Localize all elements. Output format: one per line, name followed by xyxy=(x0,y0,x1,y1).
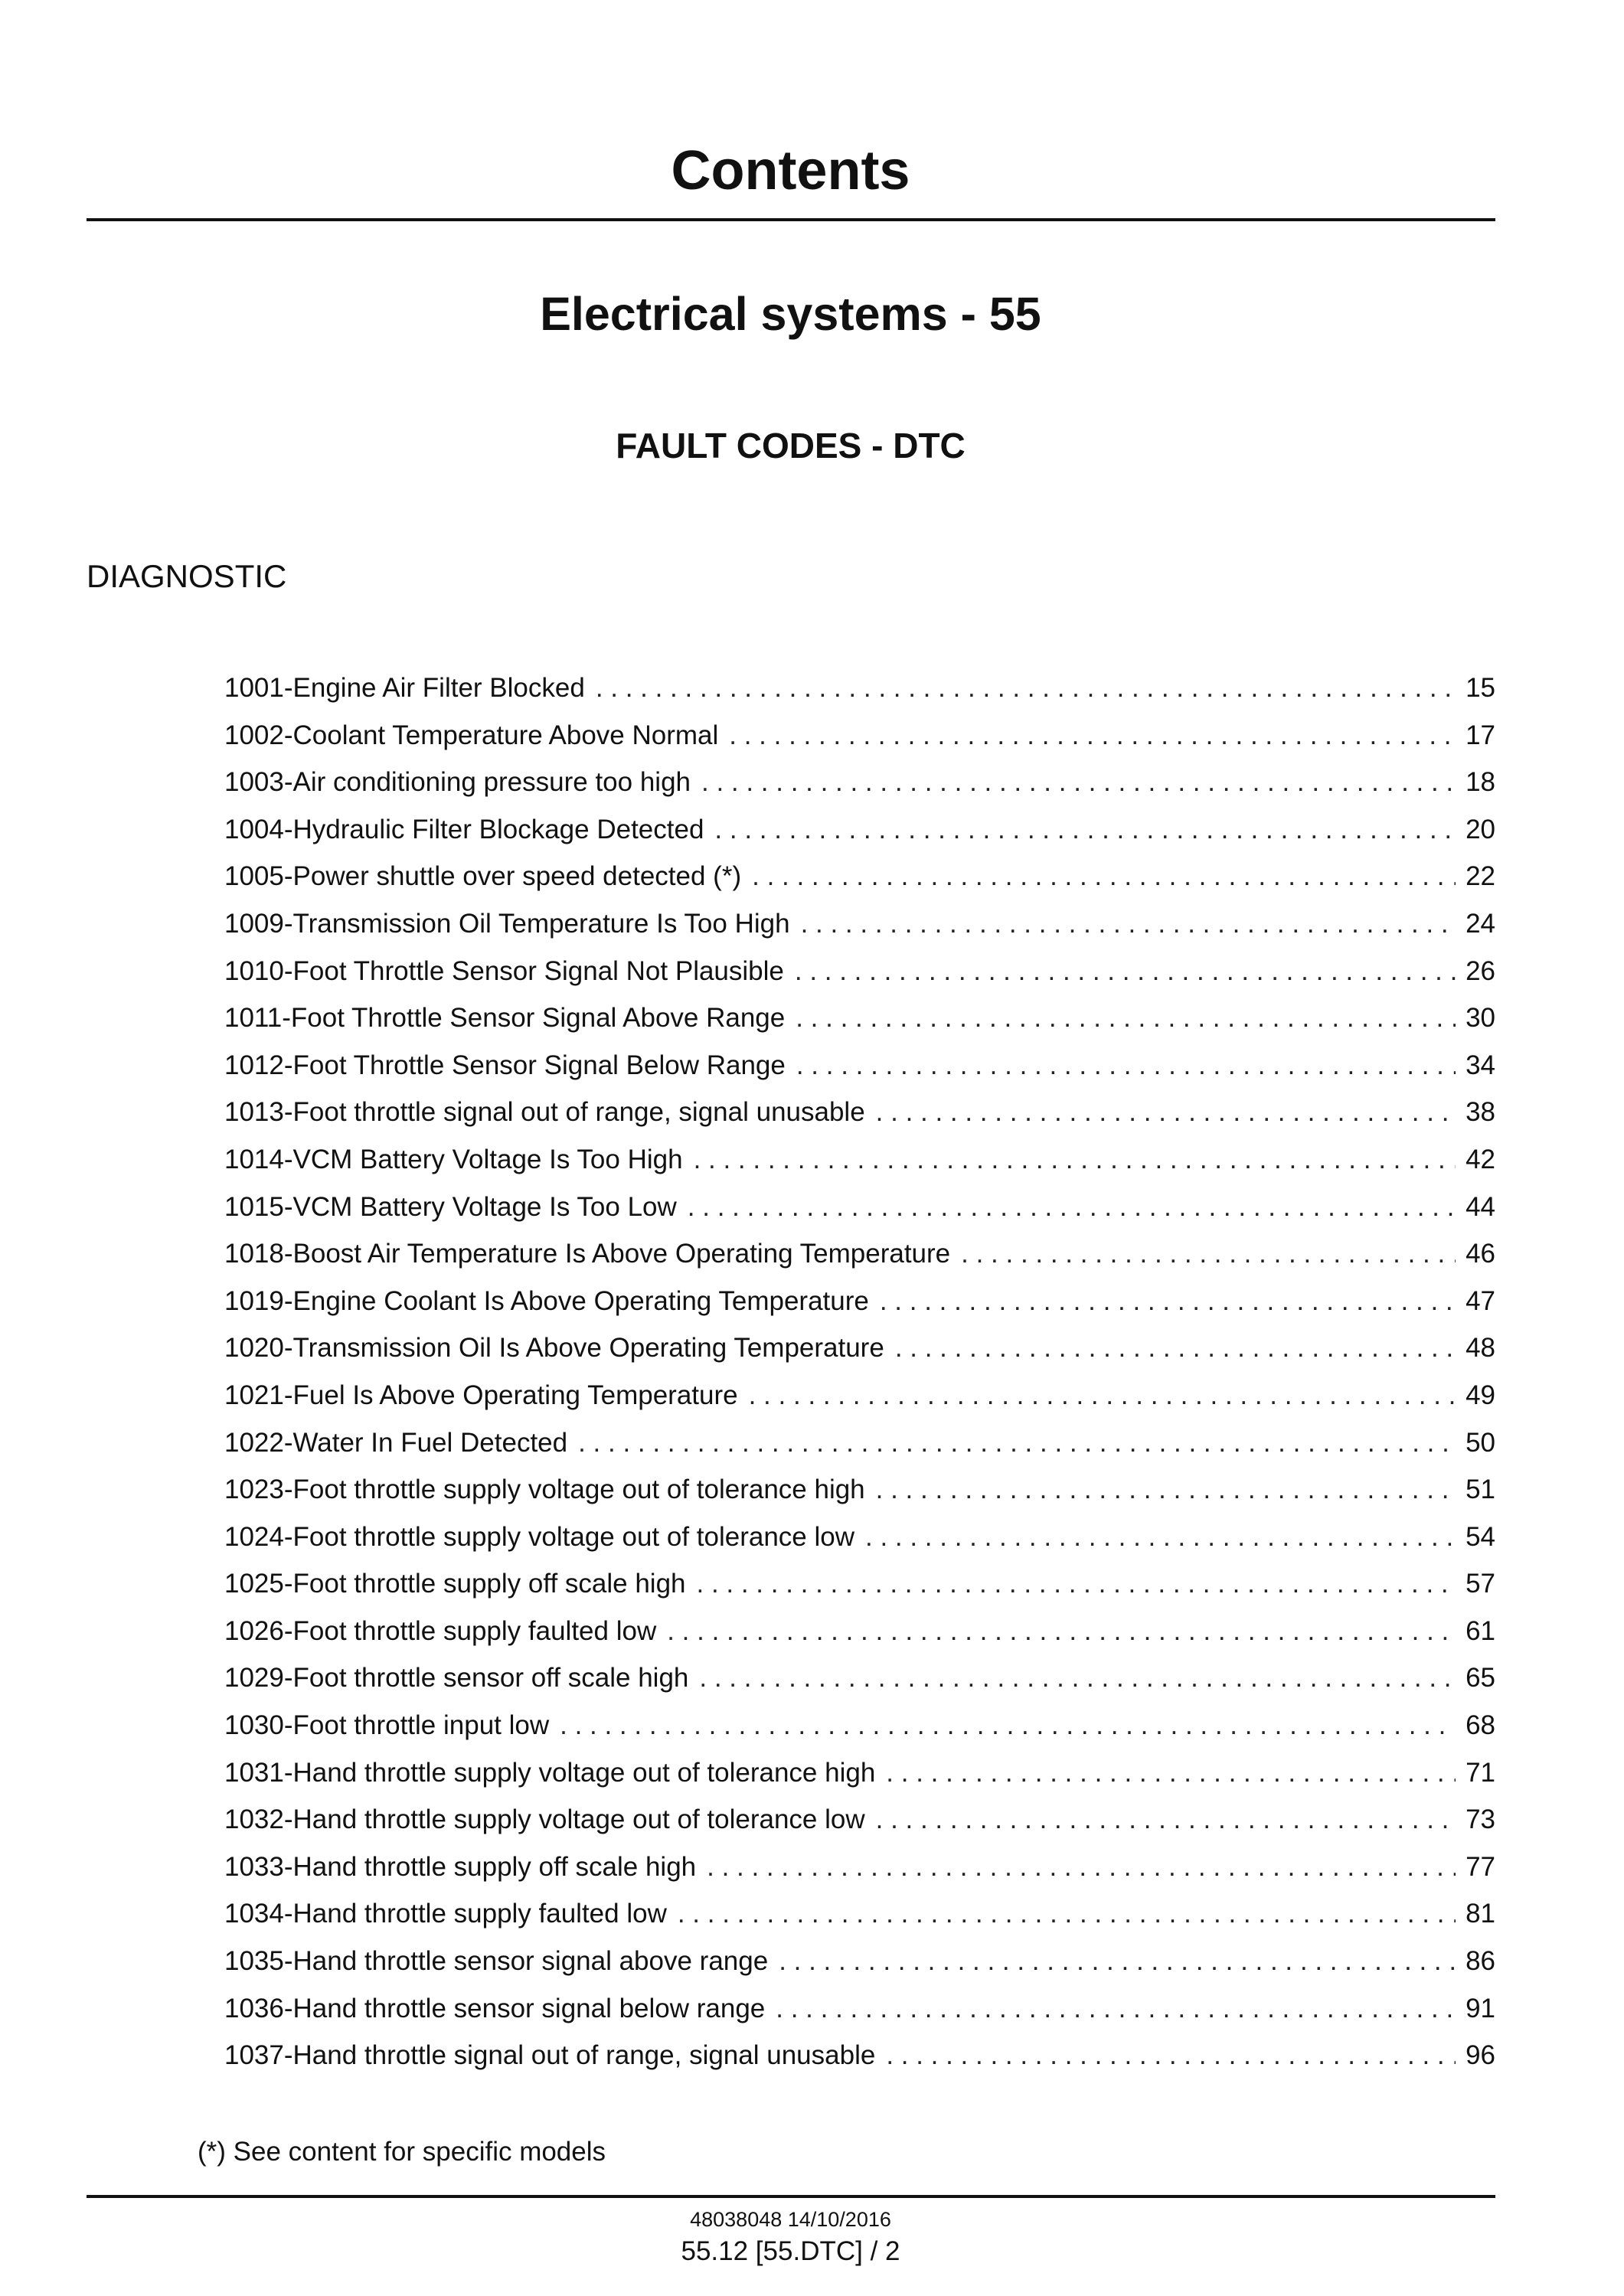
toc-entry-title: 1037-Hand throttle signal out of range, signal unusable xyxy=(224,2040,876,2071)
toc-entry-page: 34 xyxy=(1466,1050,1495,1080)
toc-entry-page: 15 xyxy=(1466,673,1495,703)
dot-leader xyxy=(667,1608,1456,1655)
dot-leader xyxy=(707,1844,1456,1891)
toc-entry[interactable] xyxy=(224,1985,1495,2033)
toc-entry-title: 1013-Foot throttle signal out of range, signal unusable xyxy=(224,1097,865,1128)
toc-entry[interactable] xyxy=(224,2032,1495,2079)
subsection-title: FAULT CODES - DTC xyxy=(616,426,966,465)
toc-entry[interactable] xyxy=(224,1042,1495,1089)
toc-entry-page: 30 xyxy=(1466,1003,1495,1034)
toc-entry-page: 22 xyxy=(1466,861,1495,892)
toc-entry[interactable] xyxy=(224,1466,1495,1514)
toc-entry[interactable] xyxy=(224,1089,1495,1136)
dot-leader xyxy=(729,712,1456,759)
toc-entry[interactable] xyxy=(224,712,1495,759)
toc-entry-page: 77 xyxy=(1466,1851,1495,1882)
toc-entry-title: 1030-Foot throttle input low xyxy=(224,1710,550,1741)
toc-entry[interactable] xyxy=(224,1372,1495,1419)
toc-entry-title: 1014-VCM Battery Voltage Is Too High xyxy=(224,1144,683,1174)
dot-leader xyxy=(596,665,1456,712)
toc-entry[interactable] xyxy=(224,1938,1495,1985)
toc-entry[interactable] xyxy=(224,1702,1495,1749)
toc-entry[interactable] xyxy=(224,853,1495,900)
toc-entry[interactable] xyxy=(224,1749,1495,1797)
toc-entry-page: 26 xyxy=(1466,955,1495,986)
toc-entry[interactable] xyxy=(224,1184,1495,1231)
toc-entry[interactable] xyxy=(224,1230,1495,1278)
toc-entry[interactable] xyxy=(224,759,1495,806)
toc-entry[interactable] xyxy=(224,806,1495,854)
toc-entry-page: 48 xyxy=(1466,1333,1495,1364)
toc-entry-title: 1025-Foot throttle supply off scale high xyxy=(224,1569,686,1599)
toc-entry-title: 1005-Power shuttle over speed detected (*) xyxy=(224,861,742,892)
toc-entry[interactable] xyxy=(224,1136,1495,1184)
toc-entry-page: 42 xyxy=(1466,1144,1495,1174)
dot-leader xyxy=(779,1938,1456,1985)
dot-leader xyxy=(865,1514,1456,1561)
toc-entry[interactable] xyxy=(224,1608,1495,1655)
toc-entry-page: 68 xyxy=(1466,1710,1495,1741)
toc-entry-page: 54 xyxy=(1466,1521,1495,1552)
toc-entry-page: 24 xyxy=(1466,908,1495,939)
toc-entry-title: 1009-Transmission Oil Temperature Is Too High xyxy=(224,908,790,939)
dot-leader xyxy=(886,2032,1456,2079)
page-reference: 55.12 [55.DTC] / 2 xyxy=(681,2236,900,2266)
page-title: Contents xyxy=(671,140,910,201)
toc-entry-page: 44 xyxy=(1466,1191,1495,1222)
dot-leader xyxy=(578,1419,1456,1467)
toc-entry-page: 96 xyxy=(1466,2040,1495,2071)
toc-entry-page: 17 xyxy=(1466,720,1495,750)
toc-entry-page: 51 xyxy=(1466,1475,1495,1505)
toc-entry[interactable] xyxy=(224,1514,1495,1561)
dot-leader xyxy=(560,1702,1456,1749)
dot-leader xyxy=(876,1089,1456,1136)
toc-entry-title: 1035-Hand throttle sensor signal above range xyxy=(224,1946,769,1977)
dot-leader xyxy=(876,1796,1456,1844)
toc-entry[interactable] xyxy=(224,1844,1495,1891)
table-of-contents xyxy=(224,665,1495,2079)
toc-entry-page: 47 xyxy=(1466,1285,1495,1316)
toc-entry-title: 1012-Foot Throttle Sensor Signal Below Range xyxy=(224,1050,786,1080)
dot-leader xyxy=(752,853,1456,900)
toc-entry-title: 1019-Engine Coolant Is Above Operating Temperature xyxy=(224,1285,869,1316)
dot-leader xyxy=(714,806,1456,854)
dot-leader xyxy=(801,900,1456,948)
toc-entry-title: 1010-Foot Throttle Sensor Signal Not Plausible xyxy=(224,955,784,986)
toc-entry-page: 71 xyxy=(1466,1757,1495,1788)
toc-entry-title: 1026-Foot throttle supply faulted low xyxy=(224,1615,657,1646)
dot-leader xyxy=(796,994,1456,1042)
toc-entry-page: 65 xyxy=(1466,1663,1495,1693)
toc-entry-page: 61 xyxy=(1466,1615,1495,1646)
dot-leader xyxy=(895,1324,1456,1372)
toc-entry-title: 1011-Foot Throttle Sensor Signal Above Range xyxy=(224,1003,786,1034)
toc-entry-title: 1024-Foot throttle supply voltage out of tolerance low xyxy=(224,1521,854,1552)
dot-leader xyxy=(697,1560,1456,1608)
dot-leader xyxy=(880,1278,1456,1325)
toc-entry-title: 1032-Hand throttle supply voltage out of tolerance low xyxy=(224,1804,865,1835)
toc-entry-title: 1023-Foot throttle supply voltage out of tolerance high xyxy=(224,1475,865,1505)
dot-leader xyxy=(961,1230,1456,1278)
toc-entry-title: 1021-Fuel Is Above Operating Temperature xyxy=(224,1380,738,1410)
toc-entry-title: 1036-Hand throttle sensor signal below range xyxy=(224,1993,766,2023)
toc-entry-page: 18 xyxy=(1466,767,1495,798)
toc-entry[interactable] xyxy=(224,1278,1495,1325)
dot-leader xyxy=(699,1654,1456,1702)
toc-entry-page: 81 xyxy=(1466,1899,1495,1929)
dot-leader xyxy=(701,759,1456,806)
toc-entry-page: 57 xyxy=(1466,1569,1495,1599)
toc-entry-title: 1001-Engine Air Filter Blocked xyxy=(224,673,585,703)
dot-leader xyxy=(694,1136,1456,1184)
toc-entry-page: 73 xyxy=(1466,1804,1495,1835)
dot-leader xyxy=(886,1749,1456,1797)
toc-entry-title: 1022-Water In Fuel Detected xyxy=(224,1427,568,1458)
toc-entry[interactable] xyxy=(224,665,1495,712)
dot-leader xyxy=(795,948,1456,995)
toc-entry[interactable] xyxy=(224,948,1495,995)
dot-leader xyxy=(796,1042,1456,1089)
toc-entry-title: 1002-Coolant Temperature Above Normal xyxy=(224,720,719,750)
toc-entry-page: 91 xyxy=(1466,1993,1495,2023)
toc-entry[interactable] xyxy=(224,1324,1495,1372)
section-title: Electrical systems - 55 xyxy=(540,288,1041,340)
toc-entry[interactable] xyxy=(224,1560,1495,1608)
toc-entry-title: 1029-Foot throttle sensor off scale high xyxy=(224,1663,689,1693)
toc-entry[interactable] xyxy=(224,1419,1495,1467)
toc-entry-title: 1033-Hand throttle supply off scale high xyxy=(224,1851,697,1882)
toc-entry-title: 1031-Hand throttle supply voltage out of tolerance high xyxy=(224,1757,876,1788)
toc-entry-page: 50 xyxy=(1466,1427,1495,1458)
footer-divider xyxy=(87,2195,1495,2198)
toc-entry[interactable] xyxy=(224,1654,1495,1702)
toc-entry-title: 1004-Hydraulic Filter Blockage Detected xyxy=(224,814,704,844)
toc-entry-title: 1034-Hand throttle supply faulted low xyxy=(224,1899,667,1929)
toc-entry-page: 86 xyxy=(1466,1946,1495,1977)
toc-entry-page: 46 xyxy=(1466,1239,1495,1269)
toc-entry[interactable] xyxy=(224,994,1495,1042)
dot-leader xyxy=(688,1184,1456,1231)
toc-entry-title: 1020-Transmission Oil Is Above Operating Temperature xyxy=(224,1333,884,1364)
footnote: (*) See content for specific models xyxy=(198,2137,606,2167)
toc-entry[interactable] xyxy=(224,1796,1495,1844)
header-divider xyxy=(87,218,1495,221)
dot-leader xyxy=(678,1890,1456,1938)
category-heading: DIAGNOSTIC xyxy=(87,558,287,594)
toc-entry[interactable] xyxy=(224,1890,1495,1938)
toc-entry-page: 20 xyxy=(1466,814,1495,844)
dot-leader xyxy=(749,1372,1456,1419)
toc-entry-title: 1003-Air conditioning pressure too high xyxy=(224,767,691,798)
toc-entry[interactable] xyxy=(224,900,1495,948)
toc-entry-title: 1015-VCM Battery Voltage Is Too Low xyxy=(224,1191,677,1222)
dot-leader xyxy=(776,1985,1456,2033)
dot-leader xyxy=(876,1466,1456,1514)
toc-entry-page: 38 xyxy=(1466,1097,1495,1128)
toc-entry-title: 1018-Boost Air Temperature Is Above Operating Temperature xyxy=(224,1239,951,1269)
toc-entry-page: 49 xyxy=(1466,1380,1495,1410)
document-id: 48038048 14/10/2016 xyxy=(690,2208,891,2231)
